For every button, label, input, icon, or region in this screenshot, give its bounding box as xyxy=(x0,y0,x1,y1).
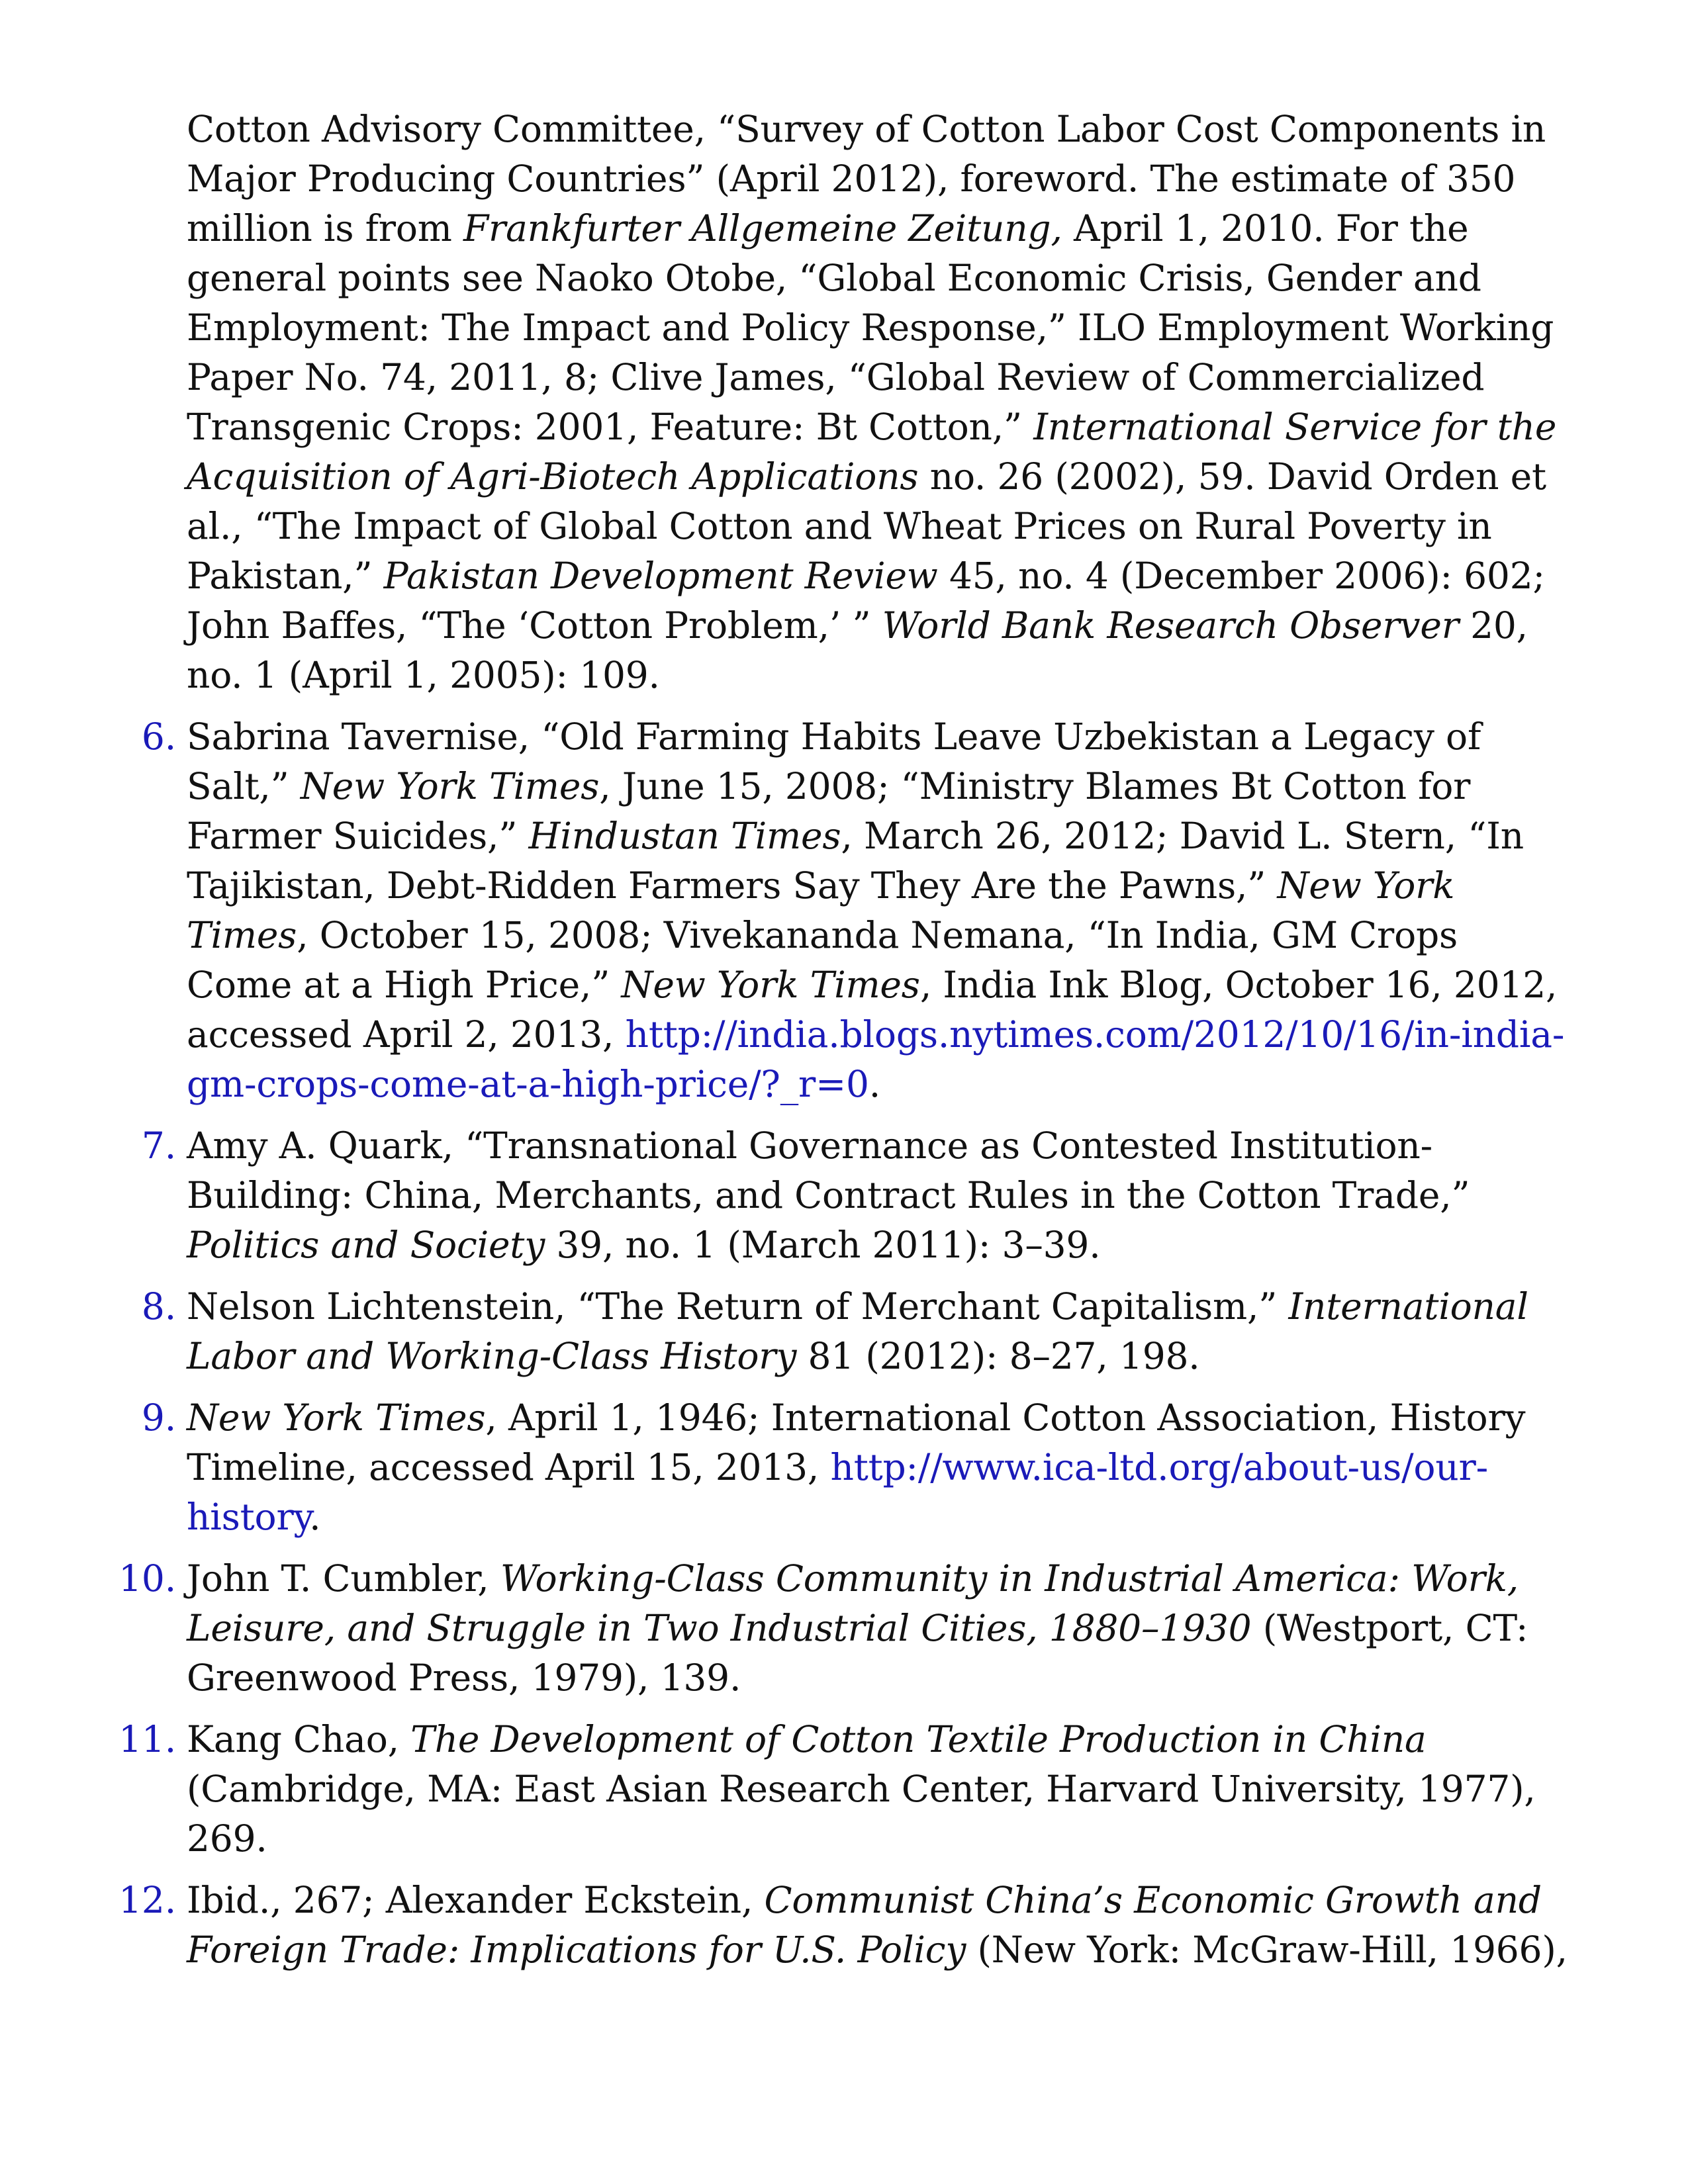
citation-text: , India Ink Blog, October 16, 2012, accessed April 2, 2013, xyxy=(187,964,1558,1056)
citation-title-italic: World Bank Research Observer xyxy=(882,604,1459,647)
citation-title-italic: New York Times xyxy=(187,1396,486,1439)
citation-text: Ibid., 267; Alexander Eckstein, xyxy=(187,1879,765,1921)
citation-text: (New York: McGraw-Hill, 1966), xyxy=(966,1929,1568,1971)
citation-title-italic: International Service for the Acquisition of Agri-Biotech Applications xyxy=(187,406,1557,498)
endnote xyxy=(141,1282,1570,1381)
citation-text: (Cambridge, MA: East Asian Research Center, Harvard University, 1977), 269. xyxy=(187,1768,1536,1860)
citation-title-italic: Working-Class Community in Industrial America: Work, Leisure, and Struggle in Two Industrial Cities, 1880–1930 xyxy=(187,1557,1519,1649)
citation-text: April 1, 2010. For the general points see Naoko Otobe, “Global Economic Crisis, Gender and Employment: The Impact and Policy Response,” ILO Employment Working Paper No. 74, 2011, 8; Clive James, “Global Review of Commercialized Transgenic Crops: 2001, Feature: Bt Cotton,” xyxy=(187,207,1554,448)
citation-text: 81 (2012): 8–27, 198. xyxy=(796,1335,1200,1377)
citation-text: , April 1, 1946; International Cotton Association, History Timeline, accessed April 15, 2013, xyxy=(187,1396,1526,1488)
citation-text: John T. Cumbler, xyxy=(187,1557,500,1600)
citation-title-italic: Communist China’s Economic Growth and Foreign Trade: Implications for U.S. Policy xyxy=(187,1879,1542,1971)
endnote xyxy=(118,1876,1570,1975)
citation-text: no. 26 (2002), 59. David Orden et al., “The Impact of Global Cotton and Wheat Prices on Rural Poverty in Pakistan,” xyxy=(187,455,1546,597)
citation-text: Amy A. Quark, “Transnational Governance as Contested Institution-Building: China, Merchants, and Contract Rules in the Cotton Trade,” xyxy=(187,1124,1470,1216)
citation-text: Kang Chao, xyxy=(187,1718,411,1760)
endnote-number-link[interactable]: 12. xyxy=(118,1879,176,1921)
endnote-number-link[interactable]: 11. xyxy=(118,1718,176,1760)
citation-title-italic: Politics and Society xyxy=(187,1224,545,1266)
citation-text: , June 15, 2008; “Ministry Blames Bt Cotton for Farmer Suicides,” xyxy=(187,765,1471,857)
citation-text: Nelson Lichtenstein, “The Return of Merchant Capitalism,” xyxy=(187,1285,1289,1328)
endnote xyxy=(141,712,1570,1109)
endnote-number-link[interactable]: 7. xyxy=(141,1124,176,1167)
citation-text: . xyxy=(309,1496,321,1538)
endnotes-list xyxy=(118,105,1570,1987)
citation-url-link[interactable]: http://www.ica-ltd.org/about-us/our-history xyxy=(187,1446,1489,1538)
endnote xyxy=(118,1715,1570,1864)
citation-text: (Westport, CT: Greenwood Press, 1979), 139. xyxy=(187,1607,1528,1699)
citation-title-italic: New York Times xyxy=(187,864,1455,956)
citation-text: Cotton Advisory Committee, “Survey of Cotton Labor Cost Components in Major Producing Countries” (April 2012), foreword. The estimate of 350 million is from xyxy=(187,108,1546,250)
citation-title-italic: The Development of Cotton Textile Production in China xyxy=(410,1718,1427,1760)
citation-text: . xyxy=(868,1063,881,1105)
endnote xyxy=(141,1393,1570,1542)
endnote xyxy=(141,1121,1570,1270)
endnote xyxy=(118,1554,1570,1703)
citation-title-italic: Frankfurter Allgemeine Zeitung, xyxy=(463,207,1062,250)
citation-text: 39, no. 1 (March 2011): 3–39. xyxy=(545,1224,1101,1266)
citation-text: Sabrina Tavernise, “Old Farming Habits Leave Uzbekistan a Legacy of Salt,” xyxy=(187,715,1481,807)
citation-text: 45, no. 4 (December 2006): 602; John Baffes, “The ‘Cotton Problem,’ ” xyxy=(187,555,1545,647)
endnote-number-link[interactable]: 10. xyxy=(118,1557,176,1600)
endnote-number-link[interactable]: 6. xyxy=(141,715,176,758)
citation-title-italic: Hindustan Times xyxy=(528,815,841,857)
citation-text: , October 15, 2008; Vivekananda Nemana, “In India, GM Crops Come at a High Price,” xyxy=(187,914,1458,1006)
endnote-number-link[interactable]: 8. xyxy=(141,1285,176,1328)
citation-title-italic: New York Times xyxy=(621,964,920,1006)
citation-title-italic: Pakistan Development Review xyxy=(383,555,938,597)
endnote-number-link[interactable]: 9. xyxy=(141,1396,176,1439)
endnote xyxy=(187,105,1570,700)
citation-text: 20, no. 1 (April 1, 2005): 109. xyxy=(187,604,1528,696)
citation-url-link[interactable]: http://india.blogs.nytimes.com/2012/10/16/in-india-gm-crops-come-at-a-high-price/?_r=0 xyxy=(187,1013,1565,1105)
citation-text: , March 26, 2012; David L. Stern, “In Tajikistan, Debt-Ridden Farmers Say They Are the Pawns,” xyxy=(187,815,1524,907)
citation-title-italic: International Labor and Working-Class History xyxy=(187,1285,1528,1377)
citation-title-italic: New York Times xyxy=(300,765,600,807)
